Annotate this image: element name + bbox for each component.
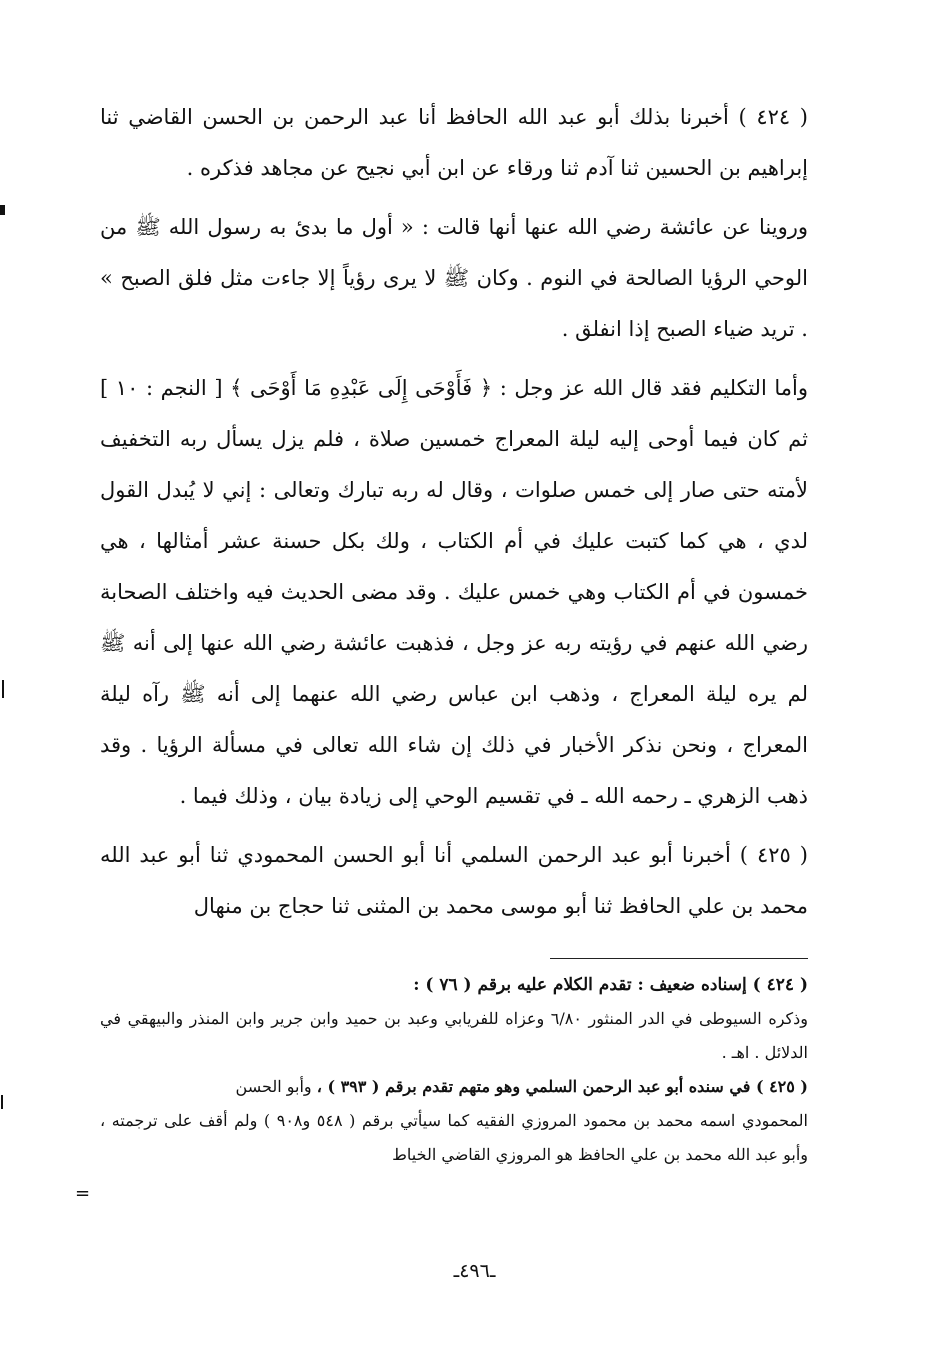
footnote-425-heading: ( ٤٢٥ ) في سنده أبو عبد الرحمن السلمي وهو متهم تقدم برقم ( ٣٩٣ ) ، (316, 1077, 808, 1096)
scan-edge-mark (2, 680, 4, 698)
paragraph-aisha: وروينا عن عائشة رضي الله عنها أنها قالت : « أول ما بدئ به رسول الله ﷺ من الوحي الرؤيا الصالحة في النوم . وكان ﷺ لا يرى رؤياً إلا جاءت مثل فلق الصبح » . تريد ضياء الصبح إذا انفلق . (100, 215, 808, 341)
continuation-mark: = (75, 1183, 91, 1204)
footnote-424-body: وذكره السيوطى في الدر المنثور ٦/٨٠ وعزاه للفريابي وعبد بن حميد وابن جرير وابن المنذر والبيهقي في الدلائل . اهـ . (100, 1009, 808, 1062)
footnote-425-heading-line (100, 1070, 808, 1104)
footnote-separator (550, 958, 808, 959)
footnote-425-body: المحمودي اسمه محمد بن محمود المروزي الفقيه كما سيأتي برقم ( ٥٤٨ و٩٠٨ ) ولم أقف على ترجمته ، وأبو عبد الله محمد بن علي الحافظ هو المروزي القاضي الخياط (100, 1111, 809, 1164)
footnote-425-heading-tail: وأبو الحسن (235, 1077, 317, 1096)
paragraph-425: ( ٤٢٥ ) أخبرنا أبو عبد الرحمن السلمي أنا أبو الحسن المحمودي ثنا أبو عبد الله محمد بن علي الحافظ ثنا أبو موسى محمد بن المثنى ثنا حجاج بن منهال (100, 843, 808, 918)
footnotes (100, 968, 808, 1172)
footnote-424-heading: ( ٤٢٤ ) إسناده ضعيف : تقدم الكلام عليه برقم ( ٧٦ ) : (413, 975, 808, 995)
paragraph-takleem: وأما التكليم فقد قال الله عز وجل : ﴿ فَأَوْحَى إِلَى عَبْدِهِ مَا أَوْحَى ﴾ [ النجم : ١٠ ] ثم كان فيما أوحى إليه ليلة المعراج خمسين صلاة ، فلم يزل يسأل ربه التخفيف لأمته حتى صار إلى خمس صلوات ، وقال له ربه تبارك وتعالى : إني لا يُبدل القول لدي ، هي كما كتبت عليك في أم الكتاب ، ولك بكل حسنة عشر أمثالها ، هي خمسون في أم الكتاب وهي خمس عليك . وقد مضى الحديث فيه واختلف الصحابة رضي الله عنهم في رؤيته ربه عز وجل ، فذهبت عائشة رضي الله عنها إلى أنه ﷺ لم يره ليلة المعراج ، وذهب ابن عباس رضي الله عنهما إلى أنه ﷺ رآه ليلة المعراج ، ونحن نذكر الأخبار في ذلك إن شاء الله تعالى في مسألة الرؤيا . وقد ذهب الزهري ـ رحمه الله ـ في تقسيم الوحي إلى زيادة بيان ، وذلك فيما . (100, 376, 808, 808)
main-text (100, 92, 808, 940)
scan-edge-mark (0, 205, 5, 215)
paragraph-424: ( ٤٢٤ ) أخبرنا بذلك أبو عبد الله الحافظ أنا عبد الرحمن بن الحسن القاضي ثنا إبراهيم بن الحسين ثنا آدم ثنا ورقاء عن ابن أبي نجيح عن مجاهد فذكره . (100, 105, 808, 180)
page-number: ـ٤٩٦ـ (453, 1260, 496, 1282)
scan-edge-mark (1, 1095, 3, 1109)
